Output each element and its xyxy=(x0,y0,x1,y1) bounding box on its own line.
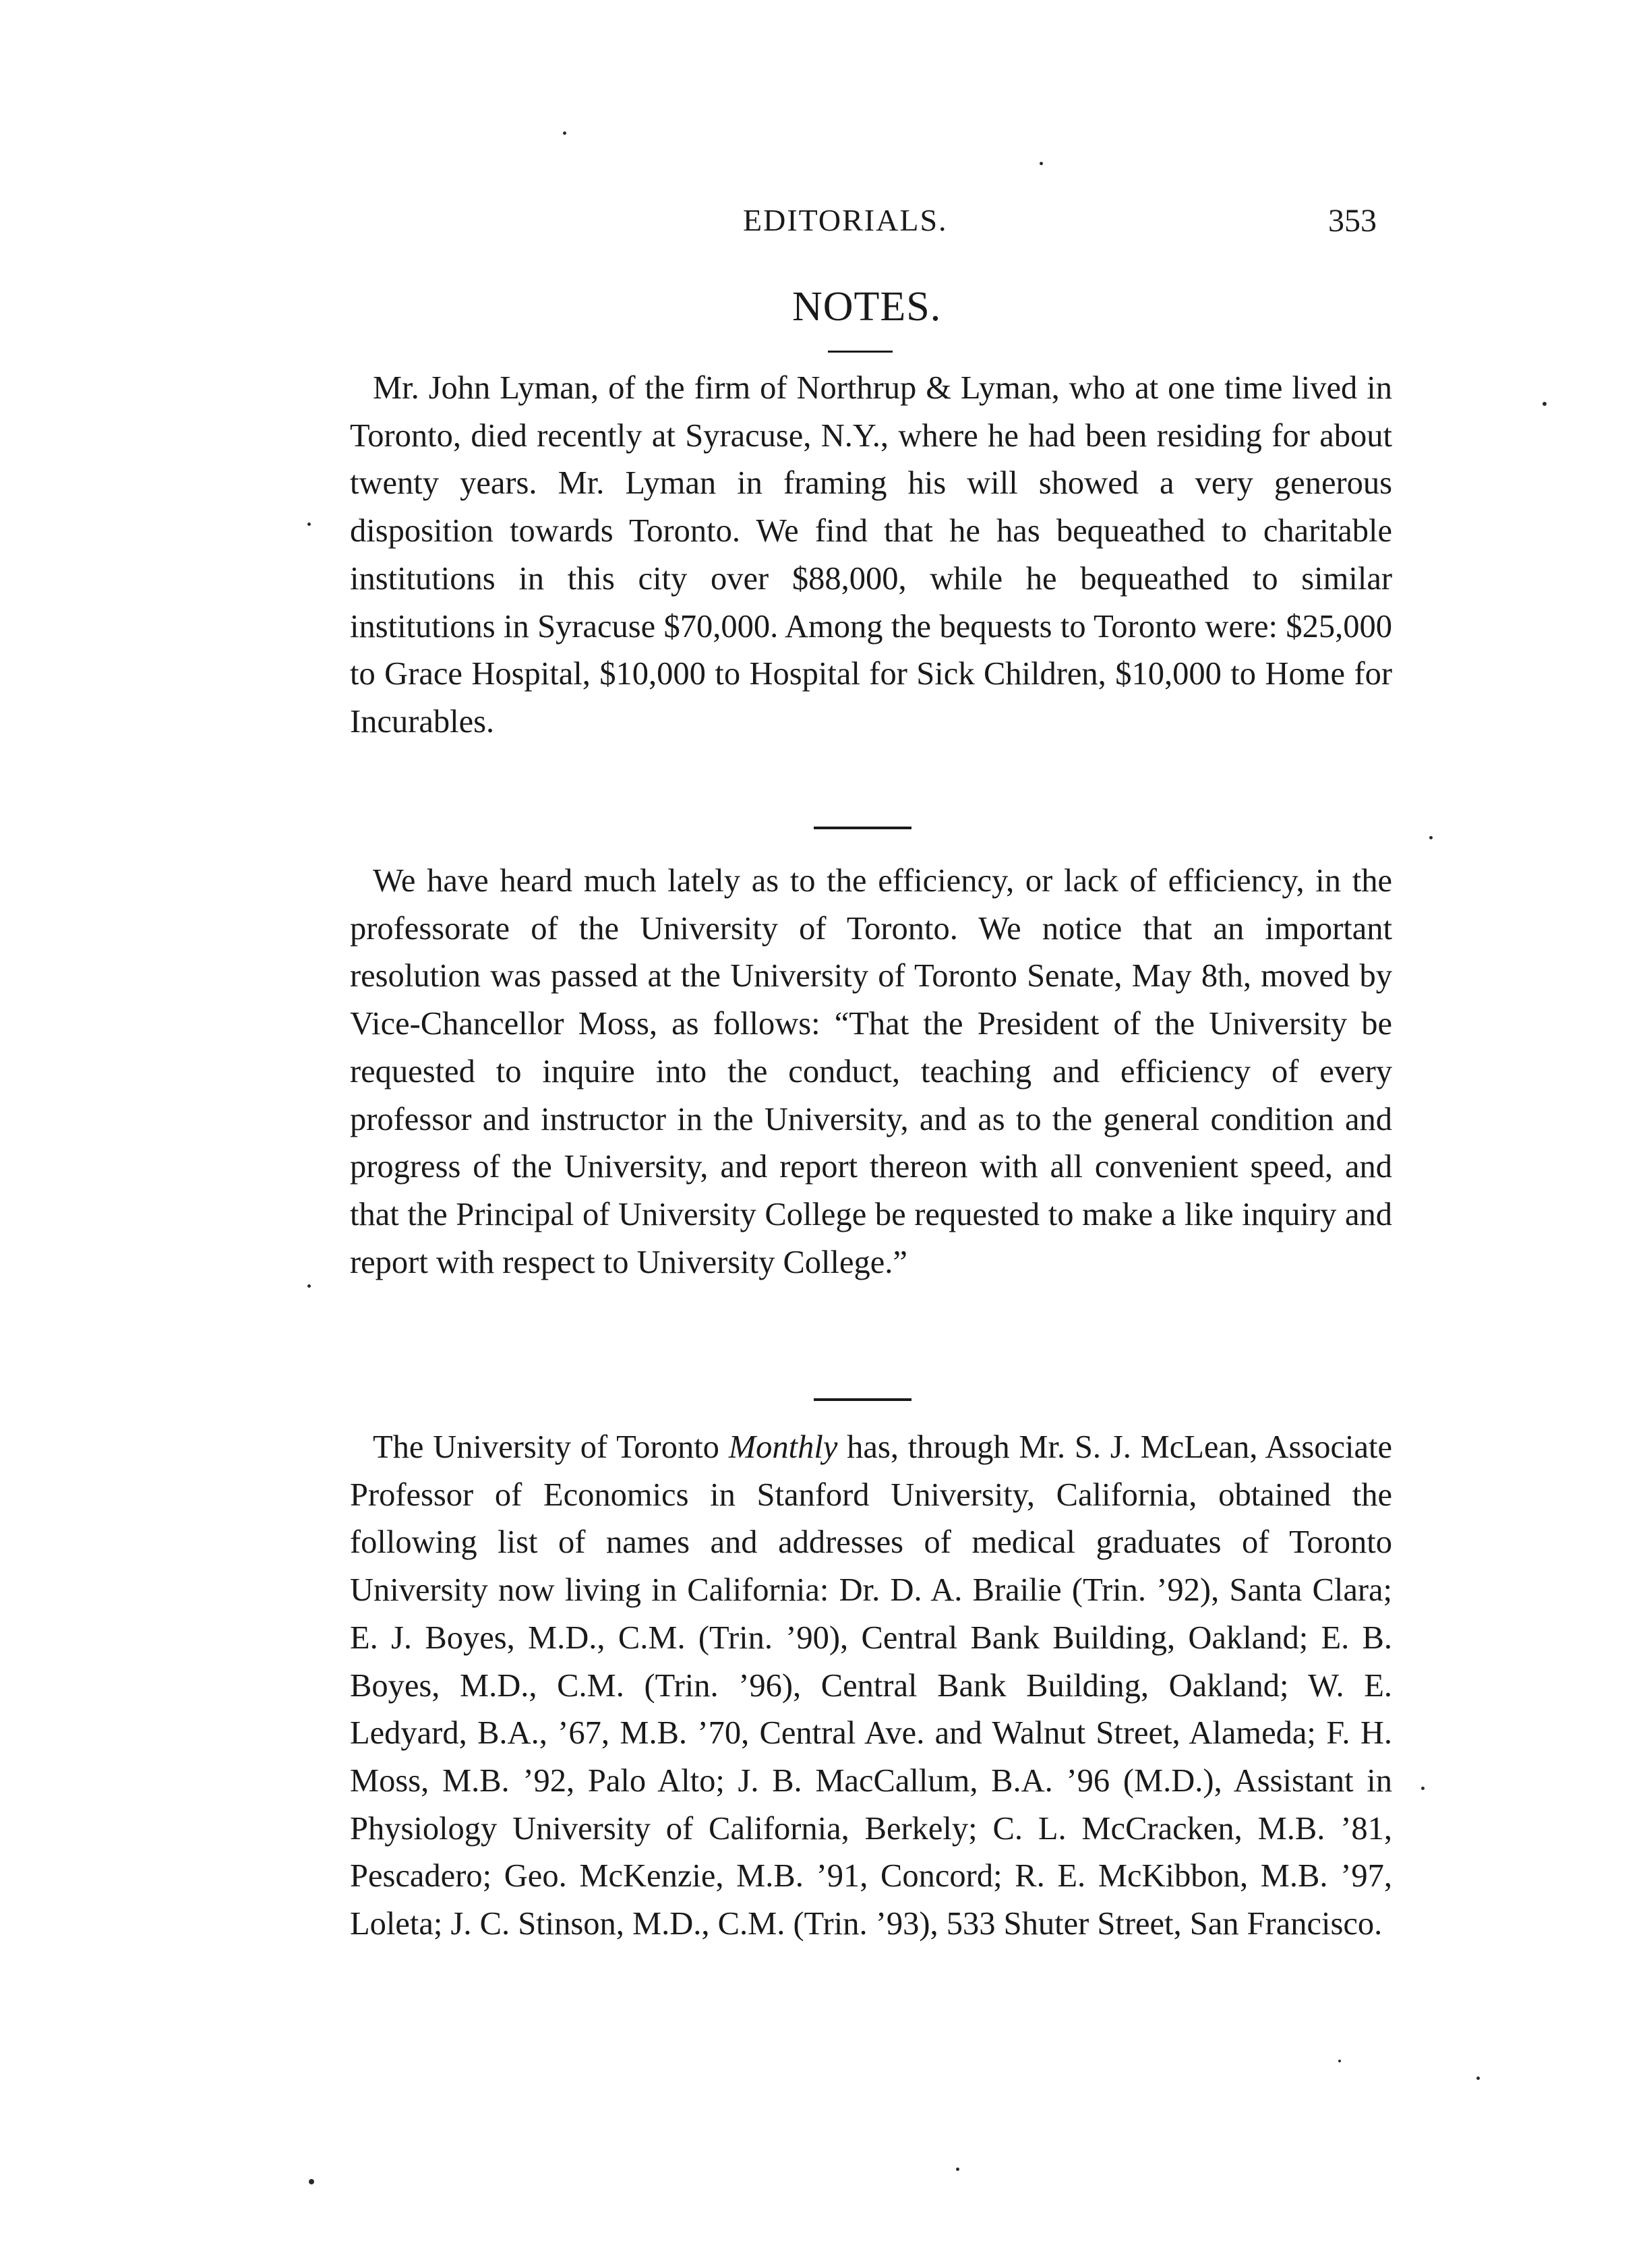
paragraph-text-start: The University of Toronto xyxy=(373,1429,729,1465)
scan-speck xyxy=(1421,1787,1425,1790)
scan-speck xyxy=(1543,402,1547,406)
scan-speck xyxy=(956,2168,959,2171)
scan-speck xyxy=(307,1284,311,1288)
section-divider xyxy=(814,827,911,829)
scan-speck xyxy=(1338,2060,1341,2062)
note-paragraph-university-efficiency: We have heard much lately as to the efficiency, or lack of efficiency, in the professorate of the University of Toronto. We notice that an important resolution was passed at the University of Toronto Senate, May 8th, moved by Vice-Chancellor Moss, as follows: “That the President of the University be requested to inquire into the conduct, teaching and efficiency of every professor and instructor in the University, and as to the general condition and progress of the University, and report thereon with all convenient speed, and that the Principal of University College be requested to make a like inquiry and report with respect to University College.” xyxy=(350,863,1392,1280)
paragraph-text-rest: has, through Mr. S. J. McLean, Associate Professor of Economics in Stanford University, California, obtained the following list of names and addresses of medical graduates of Toronto University now living in California: Dr. D. A. Brailie (Trin. ’92), Santa Clara; E. J. Boyes, M.D., C.M. (Trin. ’90), Central Bank Building, Oakland; E. B. Boyes, M.D., C.M. (Trin. ’96), Central Bank Building, Oakland; W. E. Ledyard, B.A., ’67, M.B. ’70, Central Ave. and Walnut Street, Alameda; F. H. Moss, M.B. ’92, Palo Alto; J. B. MacCallum, B.A. ’96 (M.D.), Assistant in Physiology University of California, Berkely; C. L. McCracken, M.B. ’81, Pescadero; Geo. McKenzie, M.B. ’91, Concord; R. E. McKibbon, M.B. ’97, Loleta; J. C. Stinson, M.D., C.M. (Trin. ’93), 533 Shuter Street, San Francisco. xyxy=(350,1429,1392,1942)
note-paragraph-lyman-bequest: Mr. John Lyman, of the firm of Northrup & Lyman, who at one time lived in Toronto, died recently at Syracuse, N.Y., where he had been residing for about twenty years. Mr. Lyman in framing his will showed a very generous disposition towards Toronto. We find that he has bequeathed to charitable institutions in this city over $88,000, while he bequeathed to similar institutions in Syracuse $70,000. Among the bequests to Toronto were: $25,000 to Grace Hospital, $10,000 to Hospital for Sick Children, $10,000 to Home for Incurables. xyxy=(350,370,1392,740)
scan-speck xyxy=(1040,162,1043,165)
title-rule xyxy=(828,351,893,353)
running-head: EDITORIALS. xyxy=(743,203,948,237)
page-number: 353 xyxy=(1328,203,1377,239)
scan-speck xyxy=(309,2179,314,2184)
note-paragraph-california-graduates xyxy=(350,1424,1392,1948)
scan-speck xyxy=(1429,836,1433,839)
scan-speck xyxy=(1476,2077,1480,2080)
section-title: NOTES. xyxy=(792,284,942,330)
italic-publication-title: Monthly xyxy=(728,1429,838,1465)
scan-speck xyxy=(563,131,566,135)
scan-speck xyxy=(307,523,311,526)
section-divider xyxy=(814,1398,911,1401)
